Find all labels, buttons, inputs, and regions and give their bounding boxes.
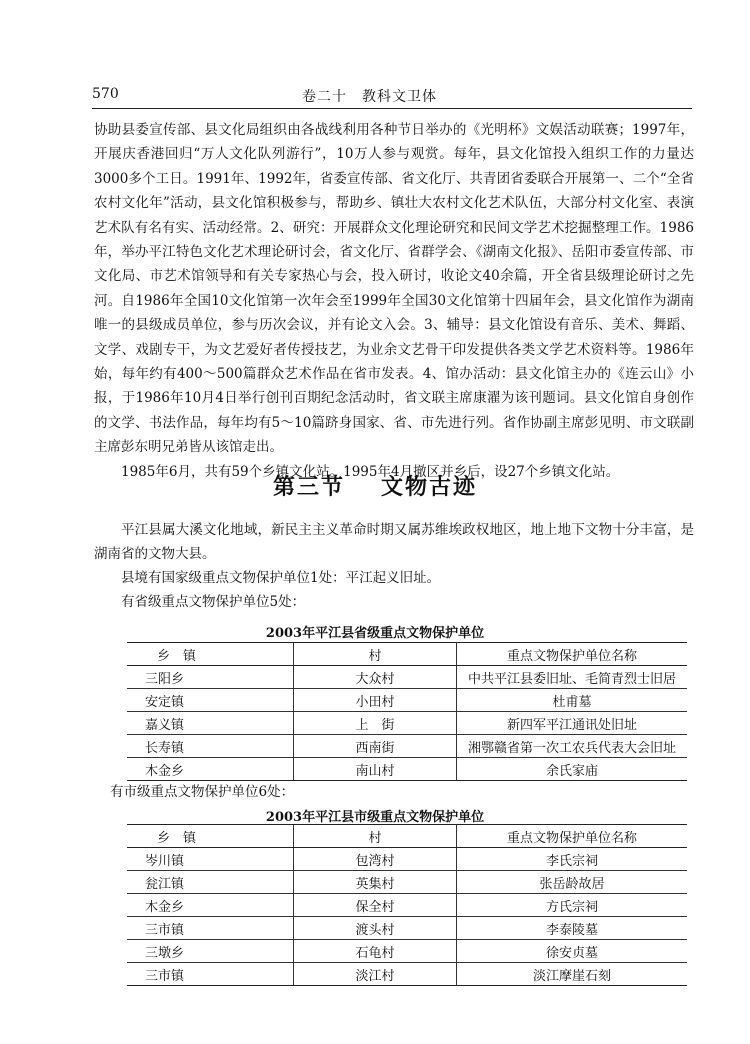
table-cell: 三市镇: [127, 917, 294, 940]
column-header: 重点文物保护单位名称: [457, 825, 688, 848]
paragraph: 平江县属大溪文化地域，新民主主义革命时期又属苏维埃政权地区，地上地下文物十分丰富，是湖南省的文物大县。: [94, 522, 694, 562]
table-cell: 方氏宗祠: [457, 894, 688, 917]
table-cell: 三阳乡: [127, 666, 294, 689]
province-relics-table: [127, 642, 687, 781]
table-cell: 瓮江镇: [127, 871, 294, 894]
table-row: [127, 917, 687, 940]
table-row: [127, 758, 687, 781]
table-row: [127, 666, 687, 689]
table-cell: 淡江摩崖石刻: [457, 963, 688, 986]
table-cell: 三墩乡: [127, 940, 294, 963]
table-cell: 李泰陵墓: [457, 917, 688, 940]
section-heading: [0, 470, 750, 501]
table-cell: 小田村: [294, 689, 457, 712]
body-text: [94, 118, 694, 484]
table-cell: 长寿镇: [127, 735, 294, 758]
section-number: 第三节: [272, 475, 345, 500]
table-cell: 新四军平江通讯处旧址: [457, 712, 688, 735]
table-cell: 西南街: [294, 735, 457, 758]
table-row: [127, 848, 687, 871]
table-row: [127, 735, 687, 758]
table-row: [127, 871, 687, 894]
intro-text: [94, 518, 694, 614]
table-cell: 渡头村: [294, 917, 457, 940]
city-level-note: 有市级重点文物保护单位6处：: [110, 784, 295, 800]
table-row: [127, 963, 687, 986]
table-cell: 淡江村: [294, 963, 457, 986]
table-caption: 2003年平江县省级重点文物保护单位: [265, 626, 485, 641]
table-cell: 中共平江县委旧址、毛简青烈士旧居: [457, 666, 688, 689]
page-number: 570: [92, 86, 119, 102]
table-cell: 保全村: [294, 894, 457, 917]
section-title: 文物古迹: [381, 475, 478, 500]
paragraph: 县境有国家级重点文物保护单位1处：平江起义旧址。: [121, 570, 441, 586]
page-header: [92, 86, 692, 109]
table-row: [127, 894, 687, 917]
column-header: 乡 镇: [127, 825, 294, 848]
column-header: 重点文物保护单位名称: [457, 643, 688, 666]
table-cell: 三市镇: [127, 963, 294, 986]
table-header-row: [127, 825, 687, 848]
table-cell: 李氏宗祠: [457, 848, 688, 871]
table-cell: 湘鄂赣省第一次工农兵代表大会旧址: [457, 735, 688, 758]
table-row: [127, 712, 687, 735]
table-row: [127, 689, 687, 712]
table-caption: 2003年平江县市级重点文物保护单位: [265, 810, 485, 825]
table-cell: 大众村: [294, 666, 457, 689]
table-cell: 包湾村: [294, 848, 457, 871]
table-cell: 张岳龄故居: [457, 871, 688, 894]
table-cell: 徐安贞墓: [457, 940, 688, 963]
table-cell: 安定镇: [127, 689, 294, 712]
paragraph: 有省级重点文物保护单位5处：: [121, 594, 306, 610]
table-cell: 岑川镇: [127, 848, 294, 871]
table-cell: 杜甫墓: [457, 689, 688, 712]
column-header: 乡 镇: [127, 643, 294, 666]
column-header: 村: [294, 825, 457, 848]
table-cell: 木金乡: [127, 758, 294, 781]
table-cell: 余氏家庙: [457, 758, 688, 781]
table-cell: 南山村: [294, 758, 457, 781]
paragraph: 协助县委宣传部、县文化局组织由各战线利用各种节日举办的《光明杯》文娱活动联赛；1997年，开展庆香港回归“万人文化队列游行”，10万人参与观赏。每年，县文化馆投入组织工作的力量达3000多个工日。1991年、1992年，省委宣传部、省文化厅、共青团省委联合开展第一、二个“全省农村文化年”活动，县文化馆积极参与，帮助乡、镇壮大农村文化艺术队伍，大部分村文化室、表演艺术队有名有实、活动经常。2、研究：开展群众文化理论研究和民间文学艺术挖掘整理工作。1986年，举办平江特色文化艺术理论研讨会，省文化厅、省群学会、《湖南文化报》、岳阳市委宣传部、市文化局、市艺术馆领导和有关专家热心与会，投入研讨，收论文40余篇，开全省县级理论研讨之先河。自1986年全国10文化馆第一次年会至1999年全国30文化馆第十四届年会，县文化馆作为湖南唯一的县级成员单位，参与历次会议，并有论文入会。3、辅导：县文化馆设有音乐、美术、舞蹈、文学、戏剧专干，为文艺爱好者传授技艺，为业余文艺骨干印发提供各类文学艺术资料等。1986年始，每年约有400～500篇群众艺术作品在省市发表。4、馆办活动：县文化馆主办的《连云山》小报，于1986年10月4日举行创刊百期纪念活动时，省文联主席康濯为该刊题词。县文化馆自身创作的文学、书法作品，每年均有5～10篇跻身国家、省、市先进行列。省作协副主席彭见明、市文联副主席彭东明兄弟皆从该馆走出。: [94, 122, 694, 456]
table-cell: 木金乡: [127, 894, 294, 917]
city-relics-table: [127, 824, 687, 986]
table-cell: 上 街: [294, 712, 457, 735]
table-row: [127, 940, 687, 963]
table-cell: 英集村: [294, 871, 457, 894]
paragraph: 1985年6月，共有59个乡镇文化站。1995年4月撤区并乡后，设27个乡镇文化站。: [121, 463, 620, 480]
column-header: 村: [294, 643, 457, 666]
table-cell: 嘉义镇: [127, 712, 294, 735]
running-title: 卷二十 教科文卫体: [302, 89, 437, 105]
table-header-row: [127, 643, 687, 666]
table-cell: 石龟村: [294, 940, 457, 963]
